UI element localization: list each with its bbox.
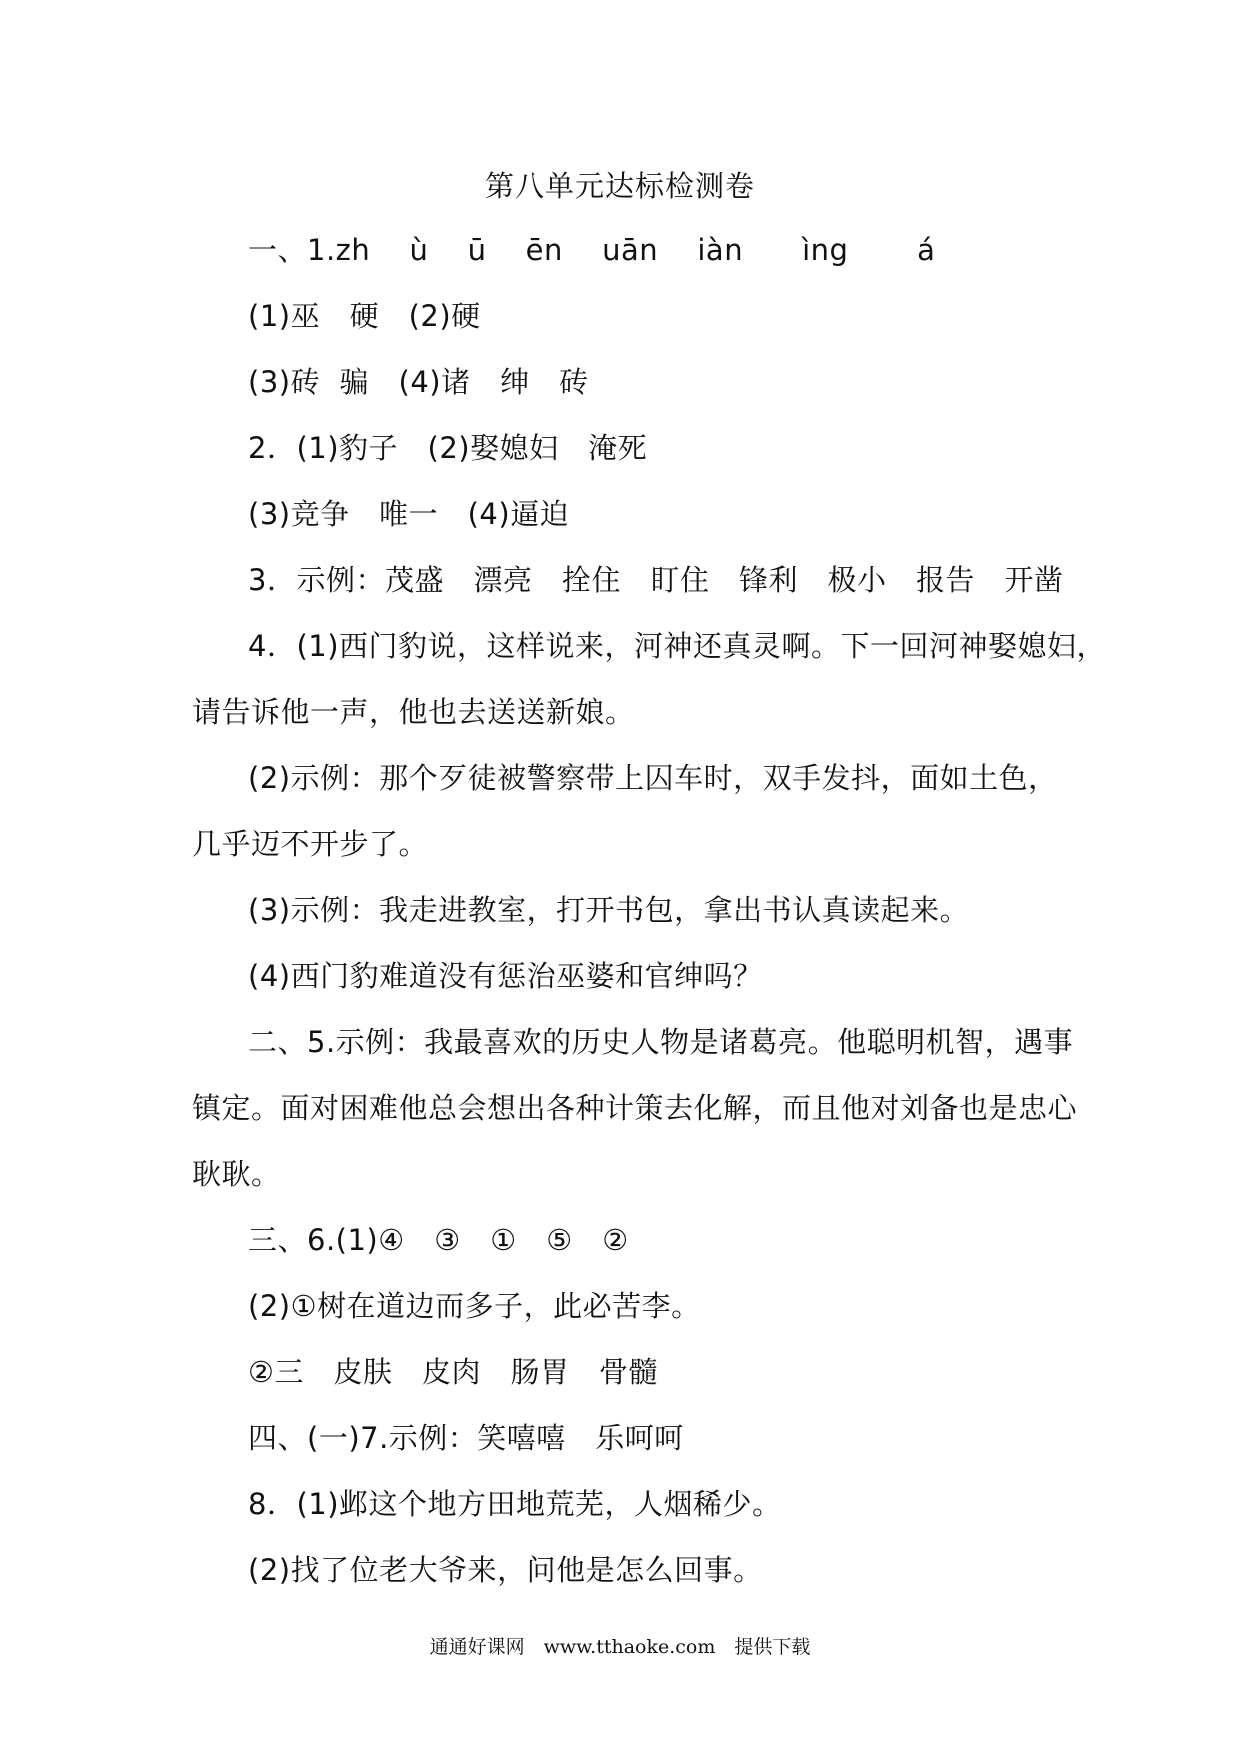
answer-line-10: 几乎迈不开步了。 (192, 827, 429, 861)
page-title: 第八单元达标检测卷 (484, 169, 755, 203)
answer-line-1: 一、1.zh ù ū ēn uān iàn ìng á (248, 233, 936, 267)
answer-line-16: 三、6.(1)④ ③ ① ⑤ ② (248, 1223, 629, 1257)
answer-line-15: 耿耿。 (192, 1157, 281, 1191)
answer-line-4: 2．(1)豹子 (2)娶媳妇 淹死 (248, 431, 648, 465)
answer-line-14: 镇定。面对困难他总会想出各种计策去化解，而且他对刘备也是忠心 (192, 1091, 1078, 1125)
answer-line-9: (2)示例：那个歹徒被警察带上囚车时，双手发抖，面如土色， (248, 761, 1058, 795)
answer-line-12: (4)西门豹难道没有惩治巫婆和官绅吗？ (248, 959, 763, 993)
answer-line-7: 4．(1)西门豹说，这样说来，河神还真灵啊。下一回河神娶媳妇， (248, 629, 1107, 663)
answer-line-21: (2)找了位老大爷来，问他是怎么回事。 (248, 1553, 763, 1587)
answer-line-11: (3)示例：我走进教室，打开书包，拿出书认真读起来。 (248, 893, 970, 927)
answer-line-17: (2)①树在道边而多子，此必苦李。 (248, 1289, 701, 1323)
answer-line-13: 二、5.示例：我最喜欢的历史人物是诸葛亮。他聪明机智，遇事 (248, 1025, 1074, 1059)
answer-line-8: 请告诉他一声，他也去送送新娘。 (192, 695, 635, 729)
answer-line-2: (1)巫 硬 (2)硬 (248, 299, 481, 333)
page-footer: 通通好课网 www.tthaoke.com 提供下载 (429, 1636, 811, 1658)
answer-line-3: (3)砖 骗 (4)诸 绅 砖 (248, 365, 589, 399)
answer-line-5: (3)竞争 唯一 (4)逼迫 (248, 497, 570, 531)
answer-line-19: 四、(一)7.示例：笑嘻嘻 乐呵呵 (248, 1421, 684, 1455)
answer-line-6: 3．示例：茂盛 漂亮 拴住 盯住 锋利 极小 报告 开凿 (248, 563, 1064, 597)
answer-line-18: ②三 皮肤 皮肉 肠胃 骨髓 (248, 1355, 658, 1389)
answer-line-20: 8．(1)邺这个地方田地荒芜，人烟稀少。 (248, 1487, 782, 1521)
